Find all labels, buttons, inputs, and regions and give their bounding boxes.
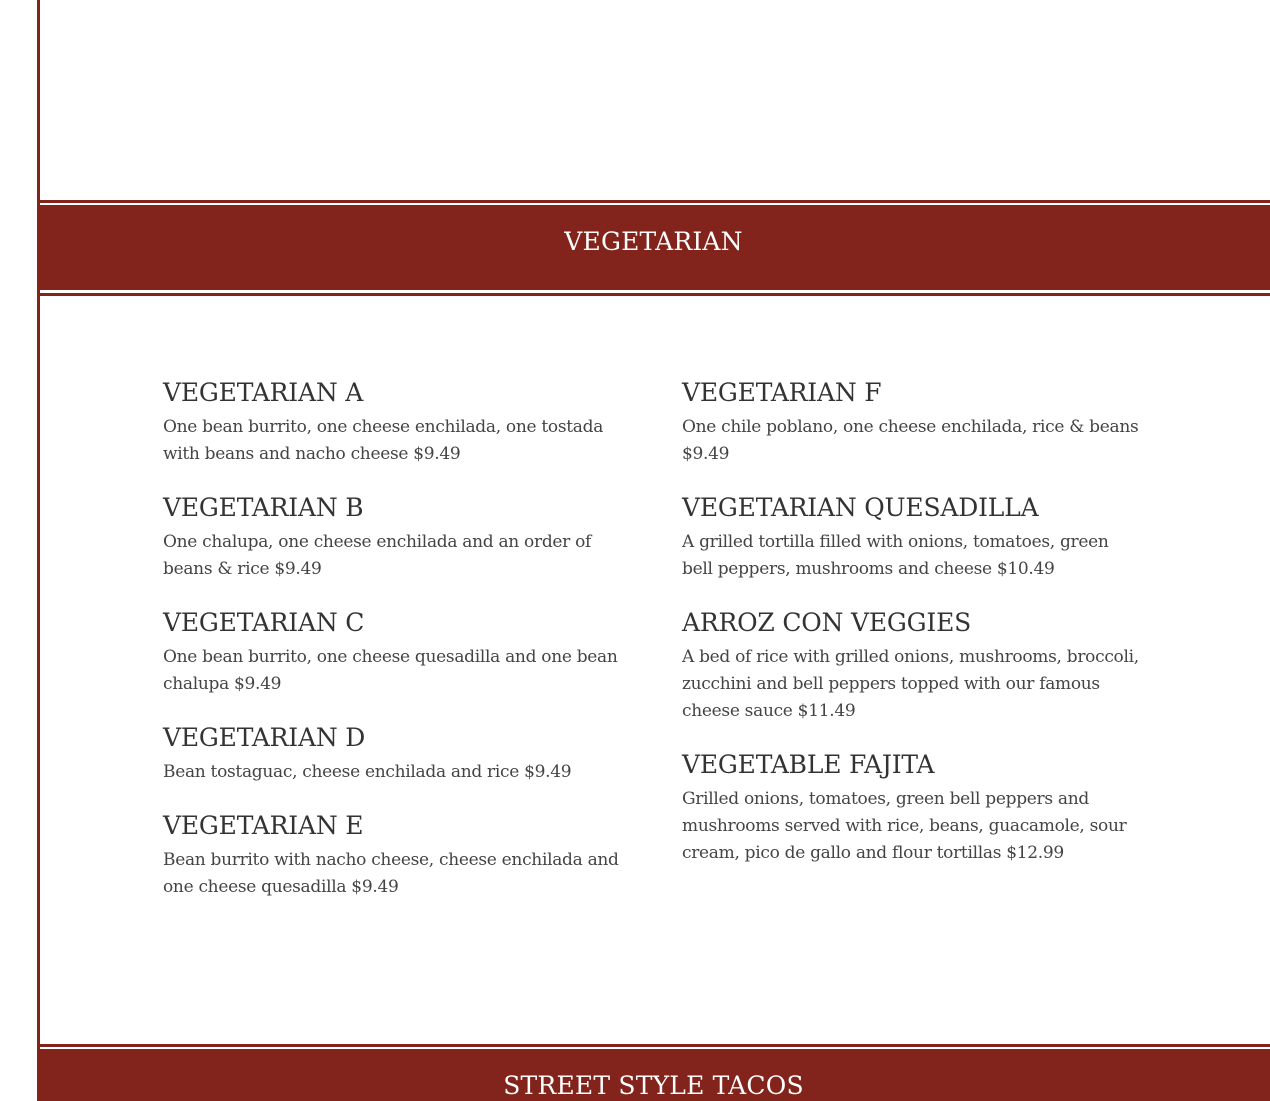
menu-item-name: VEGETARIAN C [163, 608, 365, 637]
street-tacos-section-header [37, 1049, 1270, 1101]
menu-column-right [682, 376, 1142, 890]
menu-item-description: One bean burrito, one cheese quesadilla and one bean chalupa $9.49 [163, 647, 618, 694]
tacos-band-top-line [37, 1044, 1270, 1047]
menu-item-description: A grilled tortilla filled with onions, tomatoes, green bell peppers, mushrooms and cheese $10.49 [682, 532, 1109, 579]
menu-item [682, 376, 1142, 468]
menu-item-name: VEGETARIAN A [163, 378, 364, 407]
menu-item-description: Bean tostaguac, cheese enchilada and rice $9.49 [163, 762, 572, 782]
menu-item-name: VEGETARIAN F [682, 378, 882, 407]
menu-item-description: Grilled onions, tomatoes, green bell peppers and mushrooms served with rice, beans, guacamole, sour cream, pico de gallo and flour tortillas $12.99 [682, 789, 1127, 863]
menu-item-name: ARROZ CON VEGGIES [682, 608, 972, 637]
menu-item-description: One chalupa, one cheese enchilada and an order of beans & rice $9.49 [163, 532, 592, 579]
menu-item-description: One chile poblano, one cheese enchilada, rice & beans $9.49 [682, 417, 1139, 464]
menu-item [163, 721, 633, 786]
menu-item [163, 809, 633, 901]
menu-item-description: Bean burrito with nacho cheese, cheese enchilada and one cheese quesadilla $9.49 [163, 850, 619, 897]
menu-item-description: One bean burrito, one cheese enchilada, one tostada with beans and nacho cheese $9.49 [163, 417, 604, 464]
vegetarian-section-header [37, 205, 1270, 290]
vegetarian-band-bottom-line [37, 293, 1270, 296]
menu-item [682, 491, 1142, 583]
section-title-vegetarian: VEGETARIAN [564, 227, 743, 256]
menu-item [682, 748, 1142, 867]
menu-item-name: VEGETARIAN E [163, 811, 364, 840]
menu-item-name: VEGETARIAN D [163, 723, 366, 752]
left-border-rule [37, 0, 40, 1101]
menu-item-description: A bed of rice with grilled onions, mushrooms, broccoli, zucchini and bell peppers topped with our famous cheese sauce $11.49 [682, 647, 1139, 721]
menu-column-left [163, 376, 633, 924]
menu-item [163, 606, 633, 698]
menu-item-name: VEGETARIAN B [163, 493, 364, 522]
menu-item-name: VEGETARIAN QUESADILLA [682, 493, 1039, 522]
menu-item [163, 491, 633, 583]
menu-item [682, 606, 1142, 725]
menu-item [163, 376, 633, 468]
vegetarian-band-top-line [37, 200, 1270, 203]
section-title-street-style-tacos: STREET STYLE TACOS [503, 1071, 804, 1100]
menu-item-name: VEGETABLE FAJITA [682, 750, 935, 779]
